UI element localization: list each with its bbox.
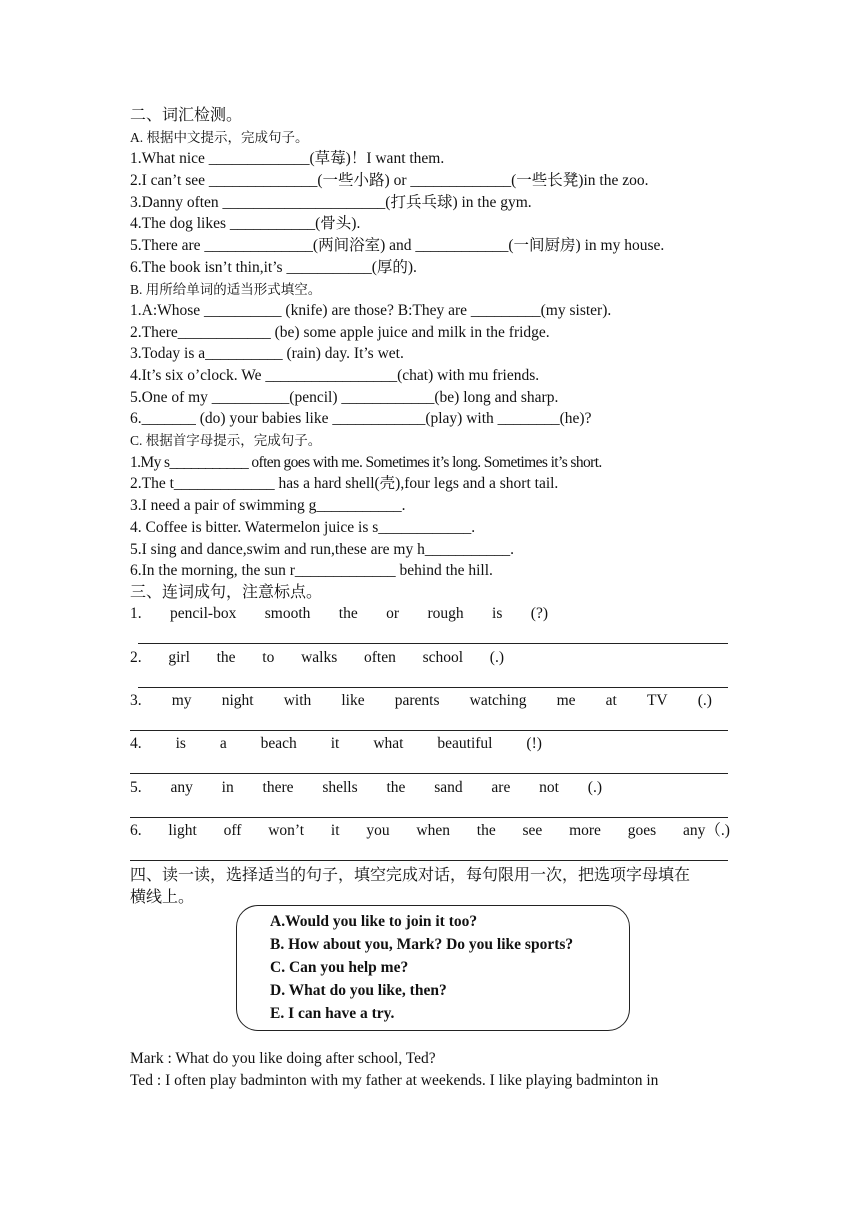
- scrambled-word: it: [330, 822, 340, 839]
- part-c-item-5: 5.I sing and dance,swim and run,these are my h___________.: [130, 541, 514, 558]
- part-b-item-1: 1.A:Whose __________ (knife) are those? B:They are _________(my sister).: [130, 302, 612, 319]
- scrambled-word: not: [539, 779, 559, 796]
- part-a-item-3: 3.Danny often _____________________(打兵乓球) in the gym.: [130, 194, 532, 211]
- part-a-item-2: 2.I can’t see ______________(一些小路) or _____________(一些长凳)in the zoo.: [130, 172, 649, 189]
- sentence-row-1: [130, 604, 548, 624]
- scrambled-word: see: [522, 822, 543, 839]
- sentence-number: 5.: [130, 779, 142, 796]
- sentence-number: 6.: [130, 822, 142, 839]
- scrambled-word: walks: [301, 649, 338, 666]
- scrambled-word: the: [386, 779, 406, 796]
- option-c: C. Can you help me?: [270, 959, 409, 976]
- scrambled-word: more: [569, 822, 601, 839]
- option-a: A.Would you like to join it too?: [270, 913, 478, 930]
- section4-title-line1: 四、读一读，选择适当的句子，填空完成对话，每句限用一次，把选项字母填在: [130, 867, 691, 884]
- scrambled-word: you: [366, 822, 390, 839]
- sentence-row-4: [130, 734, 542, 754]
- part-b-item-5: 5.One of my __________(pencil) ____________(be) long and sharp.: [130, 389, 559, 406]
- scrambled-word: rough: [427, 605, 464, 622]
- dialogue-line-2: Ted : I often play badminton with my father at weekends. I like playing badminton in: [130, 1072, 659, 1089]
- scrambled-word: school: [422, 649, 464, 666]
- part-b-item-3: 3.Today is a__________ (rain) day. It’s wet.: [130, 345, 404, 362]
- answer-line-4: [130, 773, 728, 774]
- part-b-title: B. 用所给单词的适当形式填空。: [130, 282, 322, 297]
- scrambled-word: there: [262, 779, 294, 796]
- scrambled-word: (.): [697, 692, 712, 709]
- part-c-item-4: 4. Coffee is bitter. Watermelon juice is s____________.: [130, 519, 476, 536]
- part-a-title: A. 根据中文提示，完成句子。: [130, 130, 309, 145]
- sentence-row-5: [130, 778, 602, 798]
- part-a-item-1: 1.What nice _____________(草莓)！I want them.: [130, 150, 445, 167]
- scrambled-word: is: [175, 735, 186, 752]
- scrambled-word: or: [386, 605, 400, 622]
- answer-line-5: [130, 817, 728, 818]
- scrambled-word: smooth: [264, 605, 311, 622]
- sentence-number: 3.: [130, 692, 142, 709]
- scrambled-word: a: [219, 735, 227, 752]
- sentence-row-2: [130, 648, 504, 668]
- scrambled-word: the: [216, 649, 236, 666]
- part-c-item-3: 3.I need a pair of swimming g___________.: [130, 497, 406, 514]
- part-a-item-5: 5.There are ______________(两间浴室) and ____________(一间厨房) in my house.: [130, 237, 665, 254]
- sentence-row-3: [130, 691, 712, 711]
- scrambled-word: sand: [434, 779, 463, 796]
- scrambled-word: parents: [394, 692, 440, 709]
- scrambled-word: beautiful: [437, 735, 493, 752]
- scrambled-word: (.): [489, 649, 504, 666]
- dialogue-line-1: Mark : What do you like doing after school, Ted?: [130, 1050, 436, 1067]
- scrambled-word: often: [364, 649, 396, 666]
- section3-title: 三、连词成句，注意标点。: [130, 584, 323, 601]
- scrambled-word: shells: [322, 779, 358, 796]
- part-c-title: C. 根据首字母提示，完成句子。: [130, 433, 322, 448]
- option-e: E. I can have a try.: [270, 1005, 395, 1022]
- scrambled-word: any: [170, 779, 193, 796]
- scrambled-word: like: [341, 692, 365, 709]
- scrambled-word: any（.): [682, 822, 730, 839]
- part-c-item-1: 1.My s___________ often goes with me. Sometimes it’s long. Sometimes it’s short.: [130, 454, 602, 471]
- scrambled-word: when: [416, 822, 450, 839]
- sentence-row-6: [130, 821, 730, 841]
- scrambled-word: in: [221, 779, 234, 796]
- sentence-number: 2.: [130, 649, 142, 666]
- scrambled-word: my: [171, 692, 192, 709]
- answer-line-6: [130, 860, 728, 861]
- answer-line-2: [138, 687, 728, 688]
- scrambled-word: goes: [627, 822, 657, 839]
- scrambled-word: beach: [260, 735, 297, 752]
- answer-line-3: [130, 730, 728, 731]
- part-c-item-6: 6.In the morning, the sun r_____________ behind the hill.: [130, 562, 493, 579]
- part-a-item-4: 4.The dog likes ___________(骨头).: [130, 215, 361, 232]
- scrambled-word: the: [476, 822, 496, 839]
- scrambled-word: won’t: [268, 822, 305, 839]
- scrambled-word: the: [338, 605, 358, 622]
- scrambled-word: off: [223, 822, 242, 839]
- scrambled-word: me: [556, 692, 576, 709]
- scrambled-word: watching: [469, 692, 527, 709]
- scrambled-word: are: [491, 779, 511, 796]
- scrambled-word: TV: [646, 692, 668, 709]
- scrambled-word: with: [283, 692, 312, 709]
- part-c-item-2: 2.The t_____________ has a hard shell(壳),four legs and a short tail.: [130, 475, 559, 492]
- scrambled-word: to: [262, 649, 275, 666]
- part-b-item-6: 6._______ (do) your babies like ____________(play) with ________(he)?: [130, 410, 592, 427]
- option-b: B. How about you, Mark? Do you like sports?: [270, 936, 574, 953]
- section2-title: 二、词汇检测。: [130, 107, 243, 124]
- sentence-number: 1.: [130, 605, 142, 622]
- scrambled-word: it: [330, 735, 340, 752]
- part-a-item-6: 6.The book isn’t thin,it’s ___________(厚的).: [130, 259, 417, 276]
- scrambled-word: light: [168, 822, 197, 839]
- scrambled-word: (?): [530, 605, 548, 622]
- part-b-item-2: 2.There____________ (be) some apple juice and milk in the fridge.: [130, 324, 550, 341]
- scrambled-word: what: [373, 735, 404, 752]
- scrambled-word: girl: [168, 649, 190, 666]
- scrambled-word: is: [492, 605, 503, 622]
- scrambled-word: at: [605, 692, 617, 709]
- option-d: D. What do you like, then?: [270, 982, 447, 999]
- scrambled-word: (!): [526, 735, 542, 752]
- answer-line-1: [138, 643, 728, 644]
- sentence-number: 4.: [130, 735, 142, 752]
- scrambled-word: (.): [587, 779, 602, 796]
- part-b-item-4: 4.It’s six o’clock. We _________________(chat) with mu friends.: [130, 367, 540, 384]
- scrambled-word: pencil-box: [170, 605, 237, 622]
- scrambled-word: night: [221, 692, 254, 709]
- section4-title-line2: 横线上。: [130, 889, 195, 906]
